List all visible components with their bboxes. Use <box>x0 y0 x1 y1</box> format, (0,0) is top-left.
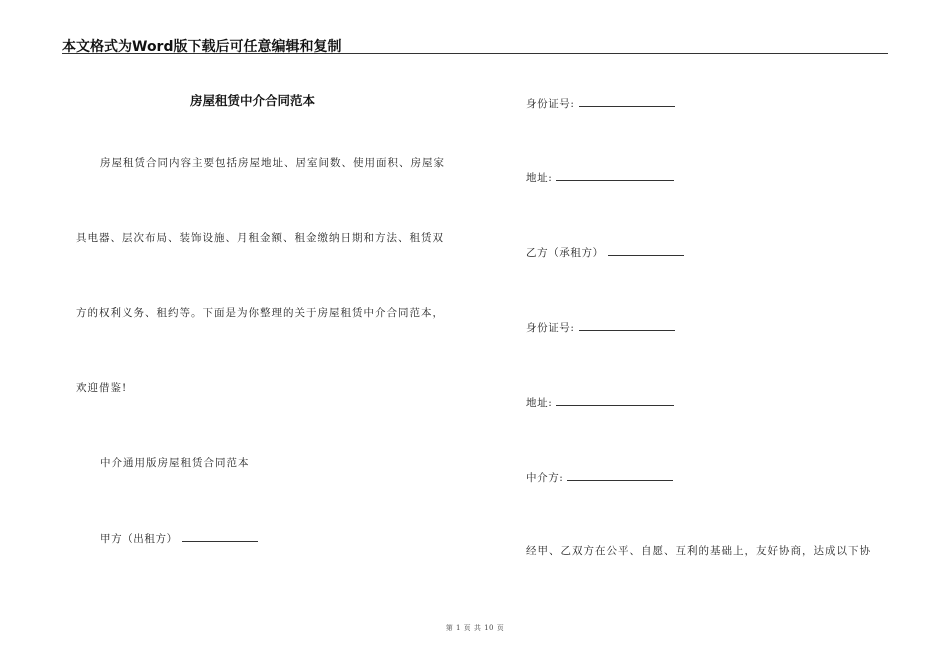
id-number-field-2 <box>526 318 675 335</box>
header-rule <box>62 53 888 54</box>
header-banner: 本文格式为Word版下载后可任意编辑和复制 <box>62 39 342 55</box>
intro-line-3: 方的权利义务、租约等。下面是为你整理的关于房屋租赁中介合同范本， <box>76 307 444 319</box>
address-field-1 <box>526 168 674 185</box>
document-title: 房屋租赁中介合同范本 <box>190 93 316 108</box>
party-a-field <box>100 529 258 546</box>
address-field-2 <box>526 393 674 410</box>
id-number-blank-2 <box>579 318 675 331</box>
address-label-2: 地址: <box>526 397 553 409</box>
party-b-blank <box>608 243 684 256</box>
party-a-label: 甲方（出租方） <box>100 533 178 545</box>
agent-field <box>526 468 673 485</box>
intro-line-4: 欢迎借鉴! <box>76 382 128 394</box>
contract-subtitle: 中介通用版房屋租赁合同范本 <box>100 457 250 469</box>
party-b-field <box>526 243 684 260</box>
intro-line-1: 房屋租赁合同内容主要包括房屋地址、居室间数、使用面积、房屋家 <box>100 157 445 169</box>
page-number: 第 1 页 共 10 页 <box>445 624 505 632</box>
address-blank-2 <box>556 393 674 406</box>
address-blank-1 <box>556 168 674 181</box>
intro-line-2: 具电器、层次布局、装饰设施、月租金额、租金缴纳日期和方法、租赁双 <box>76 232 444 244</box>
party-b-label: 乙方（承租方） <box>526 247 604 259</box>
id-number-label-1: 身份证号: <box>526 98 575 110</box>
agent-label: 中介方: <box>526 472 564 484</box>
address-label-1: 地址: <box>526 172 553 184</box>
party-a-blank <box>182 529 258 542</box>
id-number-field-1 <box>526 94 675 111</box>
agent-blank <box>567 468 673 481</box>
id-number-blank-1 <box>579 94 675 107</box>
id-number-label-2: 身份证号: <box>526 322 575 334</box>
agreement-line: 经甲、乙双方在公平、自愿、互利的基础上，友好协商，达成以下协 <box>526 545 871 557</box>
